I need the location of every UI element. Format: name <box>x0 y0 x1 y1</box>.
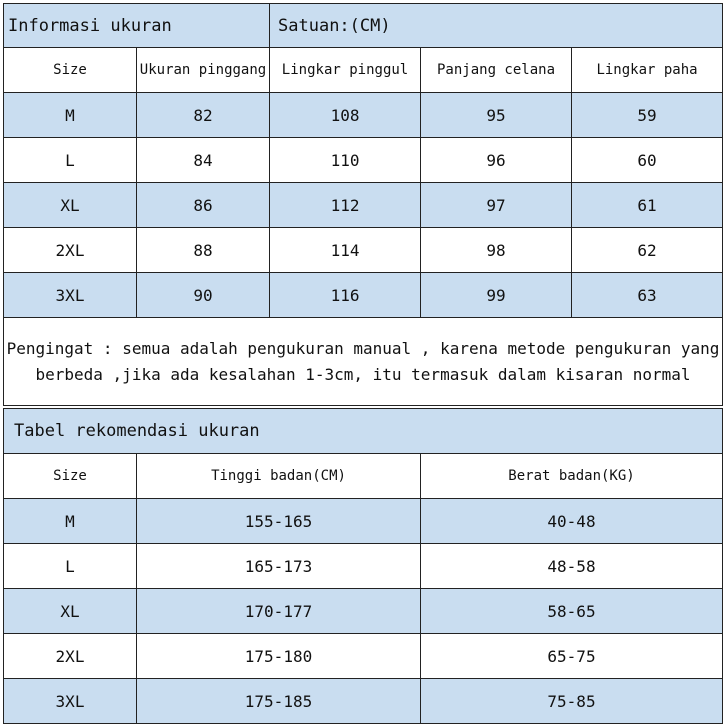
table-row <box>4 183 723 228</box>
header-thigh: Lingkar paha <box>572 48 723 93</box>
cell-size: 2XL <box>4 634 137 679</box>
cell-waist: 84 <box>137 138 270 183</box>
cell-hip: 114 <box>270 228 421 273</box>
cell-hip: 110 <box>270 138 421 183</box>
cell-thigh: 59 <box>572 93 723 138</box>
cell-pant-length: 96 <box>421 138 572 183</box>
cell-thigh: 63 <box>572 273 723 318</box>
header-size: Size <box>4 48 137 93</box>
info-title: Informasi ukuran <box>4 4 270 48</box>
cell-thigh: 61 <box>572 183 723 228</box>
cell-hip: 108 <box>270 93 421 138</box>
reminder-line-2: berbeda ,jika ada kesalahan 1-3cm, itu termasuk dalam kisaran normal <box>35 364 691 384</box>
header-waist: Ukuran pinggang <box>137 48 270 93</box>
cell-size: M <box>4 93 137 138</box>
table-row <box>4 499 723 544</box>
cell-size: L <box>4 138 137 183</box>
table-row <box>4 544 723 589</box>
cell-thigh: 62 <box>572 228 723 273</box>
cell-height: 175-180 <box>137 634 421 679</box>
table-row <box>4 634 723 679</box>
table-row <box>4 93 723 138</box>
cell-height: 155-165 <box>137 499 421 544</box>
cell-pant-length: 98 <box>421 228 572 273</box>
cell-thigh: 60 <box>572 138 723 183</box>
table-row <box>4 228 723 273</box>
cell-waist: 82 <box>137 93 270 138</box>
header-size: Size <box>4 454 137 499</box>
cell-height: 165-173 <box>137 544 421 589</box>
size-info-table <box>3 3 723 406</box>
table-row <box>4 138 723 183</box>
table-row <box>4 589 723 634</box>
cell-size: 3XL <box>4 679 137 724</box>
cell-weight: 58-65 <box>421 589 723 634</box>
recommend-title: Tabel rekomendasi ukuran <box>4 409 723 454</box>
cell-pant-length: 99 <box>421 273 572 318</box>
table-row <box>4 679 723 724</box>
header-hip: Lingkar pinggul <box>270 48 421 93</box>
cell-size: M <box>4 499 137 544</box>
size-recommendation-table <box>3 408 723 724</box>
info-header-row <box>4 48 723 93</box>
cell-height: 170-177 <box>137 589 421 634</box>
cell-hip: 112 <box>270 183 421 228</box>
cell-weight: 65-75 <box>421 634 723 679</box>
note-row <box>4 318 723 406</box>
header-pant-length: Panjang celana <box>421 48 572 93</box>
cell-size: XL <box>4 183 137 228</box>
cell-weight: 75-85 <box>421 679 723 724</box>
cell-waist: 88 <box>137 228 270 273</box>
reminder-line-1: Pengingat : semua adalah pengukuran manual , karena metode pengukuran yang <box>6 338 720 358</box>
cell-hip: 116 <box>270 273 421 318</box>
header-height: Tinggi badan(CM) <box>137 454 421 499</box>
cell-size: L <box>4 544 137 589</box>
cell-weight: 48-58 <box>421 544 723 589</box>
cell-size: XL <box>4 589 137 634</box>
reminder-note <box>4 318 723 406</box>
cell-size: 3XL <box>4 273 137 318</box>
cell-pant-length: 95 <box>421 93 572 138</box>
cell-pant-length: 97 <box>421 183 572 228</box>
header-weight: Berat badan(KG) <box>421 454 723 499</box>
cell-waist: 90 <box>137 273 270 318</box>
cell-waist: 86 <box>137 183 270 228</box>
unit-label: Satuan:(CM) <box>270 4 723 48</box>
table-row <box>4 273 723 318</box>
recommend-title-row <box>4 409 723 454</box>
cell-size: 2XL <box>4 228 137 273</box>
cell-weight: 40-48 <box>421 499 723 544</box>
info-title-row <box>4 4 723 48</box>
recommend-header-row <box>4 454 723 499</box>
cell-height: 175-185 <box>137 679 421 724</box>
